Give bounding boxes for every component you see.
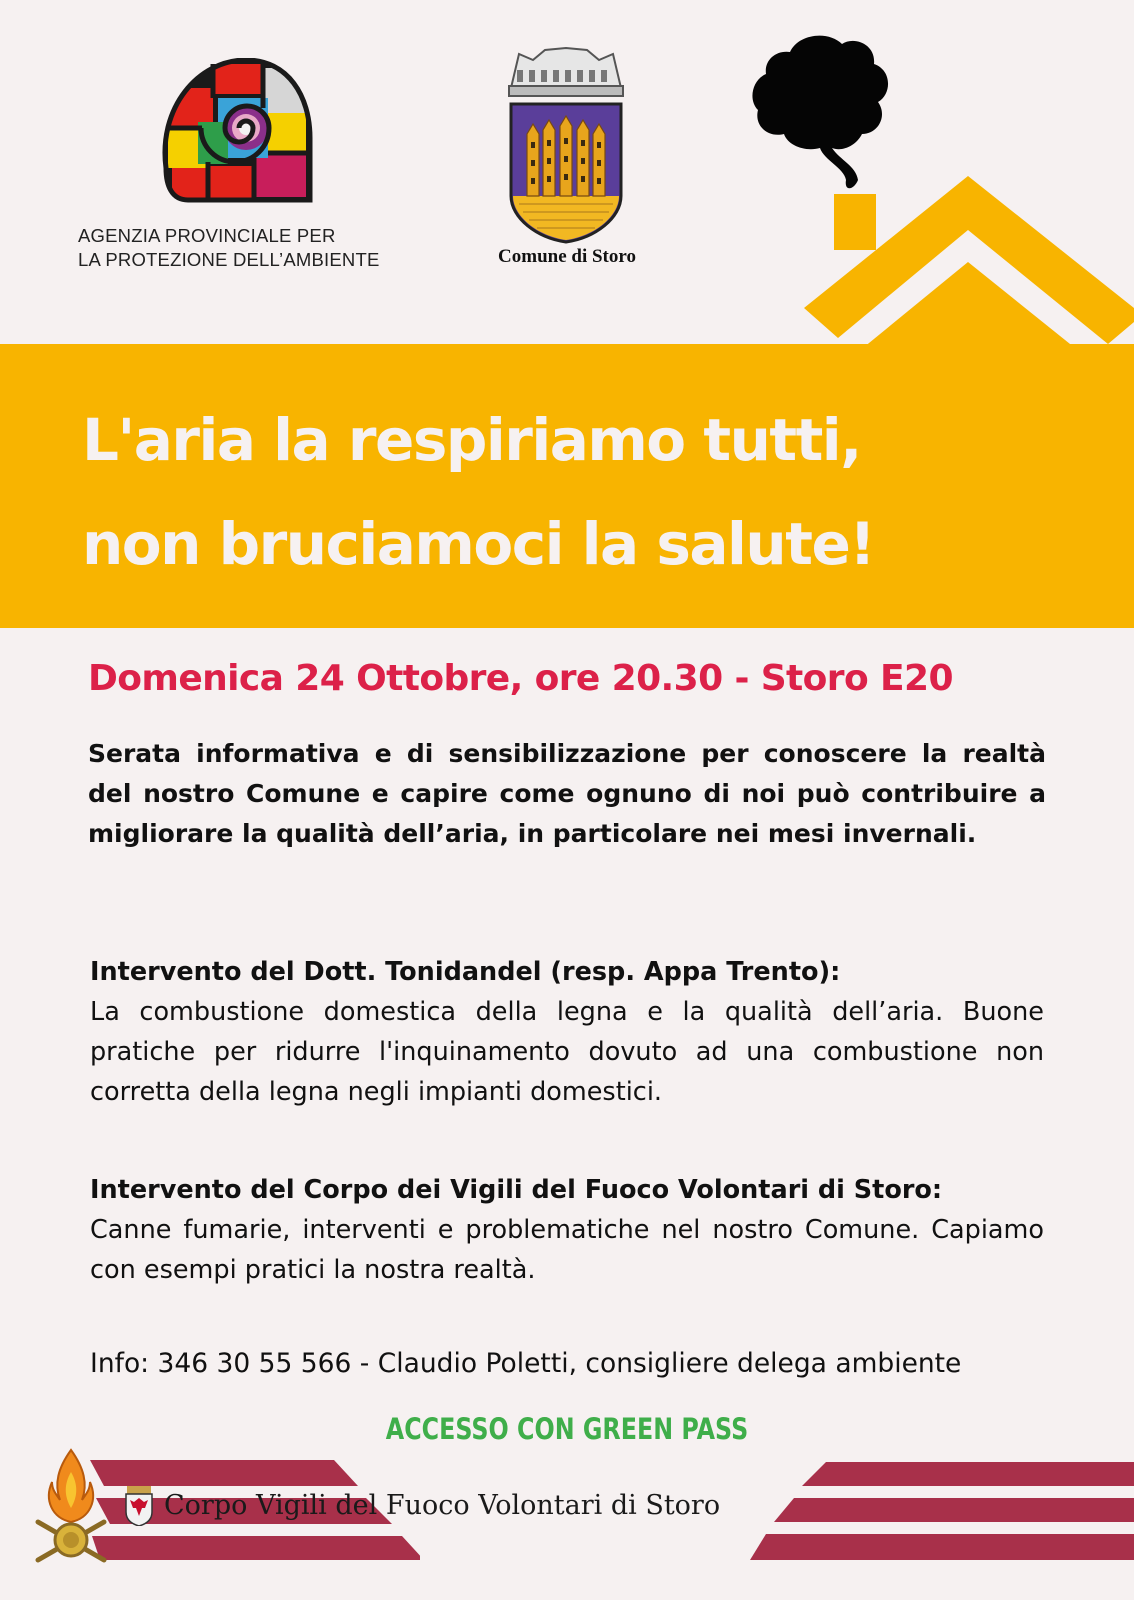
appa-name-line1: AGENZIA PROVINCIALE PER — [78, 225, 336, 246]
event-date-line: Domenica 24 Ottobre, ore 20.30 - Storo E20 — [88, 658, 953, 699]
talk-description: Canne fumarie, interventi e problematiche nel nostro Comune. Capiamo con esempi pratici la nostra realtà. — [90, 1215, 1044, 1285]
footer-organization-name: Corpo Vigili del Fuoco Volontari di Storo — [164, 1490, 721, 1521]
comune-name: Comune di Storo — [498, 246, 636, 267]
firefighters-emblem-icon — [28, 1448, 114, 1568]
headline-line1: L'aria la respiriamo tutti, — [82, 406, 861, 474]
talk-section-appa — [90, 952, 1044, 1112]
headline — [82, 388, 1112, 596]
trentino-eagle-crest-icon — [124, 1486, 154, 1526]
storo-coat-of-arms-icon — [505, 46, 627, 244]
talk-section-vigili — [90, 1170, 1044, 1290]
footer-stripes-right — [750, 1462, 1134, 1560]
talk-title: Intervento del Corpo dei Vigili del Fuoco Volontari di Storo: — [90, 1175, 943, 1205]
talk-title: Intervento del Dott. Tonidandel (resp. Appa Trento): — [90, 957, 841, 987]
talk-description: La combustione domestica della legna e la qualità dell’aria. Buone pratiche per ridurre l'inquinamento dovuto ad una combustione non corretta della legna negli impianti domestici. — [90, 997, 1044, 1107]
info-contact-line: Info: 346 30 55 566 - Claudio Poletti, consigliere delega ambiente — [90, 1348, 962, 1379]
appa-name-line2: LA PROTEZIONE DELL’AMBIENTE — [78, 249, 380, 270]
smoke-cloud-icon — [750, 30, 900, 192]
house-roof-icon — [804, 172, 1134, 352]
intro-paragraph: Serata informativa e di sensibilizzazione per conoscere la realtà del nostro Comune e capire come ognuno di noi può contribuire a migliorare la qualità dell’aria, in particolare nei mesi invernali. — [88, 739, 1046, 848]
appa-agency-name — [78, 224, 379, 272]
green-pass-notice: ACCESSO CON GREEN PASS — [385, 1412, 749, 1446]
appa-spiral-logo-icon — [158, 58, 316, 208]
headline-line2: non bruciamoci la salute! — [82, 510, 875, 578]
